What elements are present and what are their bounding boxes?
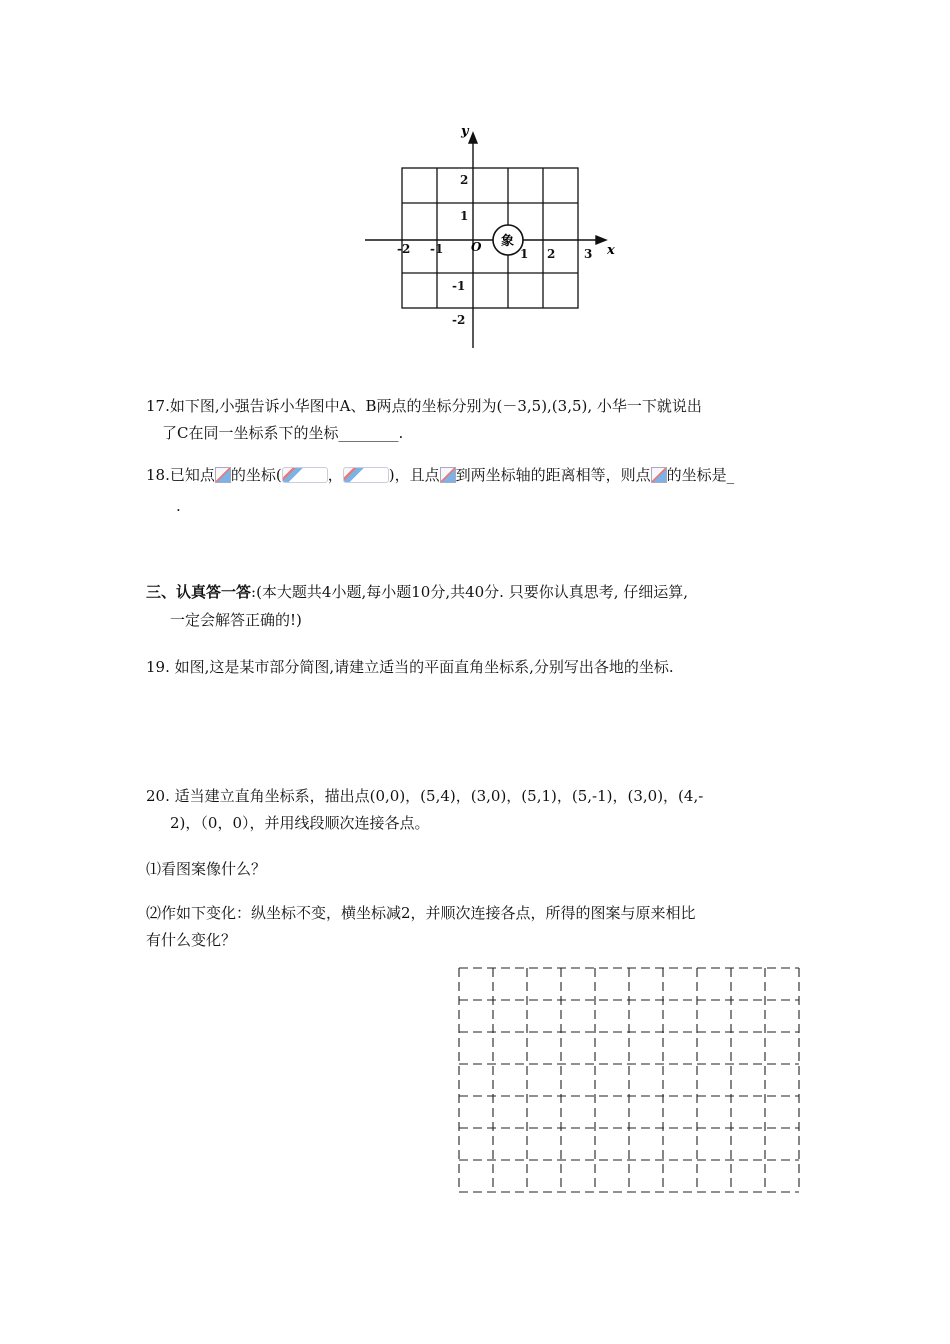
q20-sub2-line2: 有什么变化？	[146, 931, 237, 949]
q18-text-b: 的坐标(	[230, 466, 282, 484]
y-tick: 2	[460, 173, 469, 187]
figure-grid	[402, 168, 578, 308]
section3-instructions: :(本大题共4小题,每小题10分,共40分. 只要你认真思考, 仔细运算,	[251, 583, 689, 601]
y-tick: -2	[452, 313, 466, 327]
y-axis-arrow	[469, 133, 477, 143]
x-tick: 3	[584, 247, 593, 261]
broken-image-icon	[282, 467, 328, 483]
q18-text-f: 的坐标是_	[666, 466, 735, 484]
y-axis-label: y	[461, 124, 469, 139]
x-tick: 1	[520, 247, 529, 261]
answer-grid	[456, 965, 806, 1197]
x-tick: -1	[430, 242, 444, 256]
section3-heading: 三、认真答一答	[146, 583, 252, 601]
broken-image-icon	[343, 467, 389, 483]
broken-image-icon	[651, 467, 667, 483]
axes	[365, 133, 606, 348]
y-tick: 1	[460, 209, 469, 223]
section3-line1	[146, 581, 688, 603]
q18-text-a: 18.已知点	[146, 466, 215, 484]
q20-line2: 2)，（0，0），并用线段顺次连接各点。	[170, 814, 430, 832]
q18-text-e: 到两坐标轴的距离相等，则点	[455, 466, 651, 484]
section3-line2: 一定会解答正确的!)	[170, 611, 302, 629]
q18-line1	[146, 464, 734, 486]
broken-image-icon	[215, 467, 231, 483]
broken-image-icon	[440, 467, 456, 483]
y-tick: -1	[452, 279, 466, 293]
q18-text-c: ，	[327, 466, 343, 484]
x-axis-label: x	[607, 243, 615, 258]
q20-sub1: ⑴看图案像什么？	[146, 860, 267, 878]
q18-line2: .	[176, 497, 181, 515]
q18-text-d: )，且点	[388, 466, 440, 484]
x-tick: 2	[547, 247, 556, 261]
q17-line2: 了C在同一坐标系下的坐标________.	[162, 424, 404, 442]
origin-label: O	[471, 240, 482, 254]
x-axis-arrow	[596, 236, 606, 244]
q20-line1: 20. 适当建立直角坐标系，描出点(0,0)，(5,4)，(3,0)，(5,1)，(5,-1)，(3,0)，(4,-	[146, 787, 704, 805]
x-tick: -2	[397, 242, 411, 256]
elephant-marker-label: 象	[501, 234, 515, 249]
q20-sub2-line1: ⑵作如下变化：纵坐标不变，横坐标减2，并顺次连接各点，所得的图案与原来相比	[146, 904, 696, 922]
coordinate-figure	[360, 120, 620, 355]
q19-text: 19. 如图,这是某市部分简图,请建立适当的平面直角坐标系,分别写出各地的坐标.	[146, 658, 674, 676]
q17-line1: 17.如下图,小强告诉小华图中A、B两点的坐标分别为(－3,5),(3,5), 小华一下就说出	[146, 397, 702, 415]
